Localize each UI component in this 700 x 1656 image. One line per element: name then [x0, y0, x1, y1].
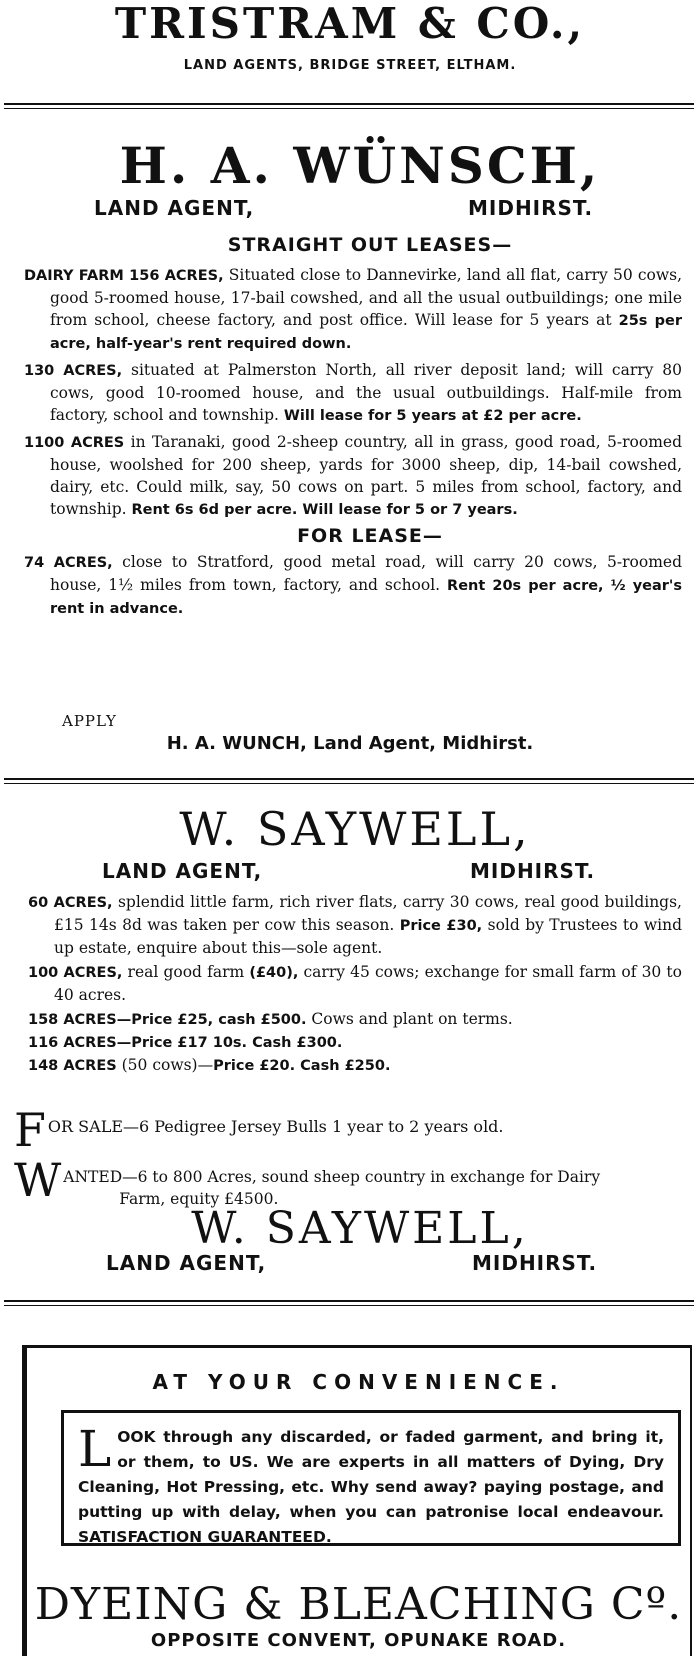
dyeing-advert	[22, 1345, 692, 1656]
listing-group	[0, 264, 700, 521]
wunsch-role-row	[0, 196, 700, 222]
divider	[4, 1300, 694, 1302]
saywell-town: MIDHIRST.	[470, 859, 596, 883]
wunsch-advert	[0, 138, 700, 620]
section-heading: STRAIGHT OUT LEASES—	[227, 234, 513, 256]
listing-item: 130 ACRES, situated at Palmerston North, all river deposit land; will carry 80 cows, good 10-roomed house, and the usual outbuildings. Half-mile from factory, school and township. Will lease for 5 years at £2 per acre.	[24, 361, 682, 424]
wunsch-town: MIDHIRST.	[468, 196, 594, 220]
saywell-role-row	[0, 859, 700, 885]
saywell-footer-row	[0, 1251, 700, 1277]
wanted-dropcap: W	[14, 1153, 62, 1207]
dyeing-body: OOK through any discarded, or faded garment, and bring it, or them, to US. We are experts in all matters of Dying, Dry Cleaning, Hot Pressing, etc. Why send away? paying postage, and putting up with delay, when you can patronise local endeavour. SATISFACTION GUARANTEED.	[78, 1428, 664, 1546]
listing-item: 158 ACRES—Price £25, cash £500. Cows and plant on terms.	[28, 1010, 513, 1028]
wunsch-signature: H. A. WUNCH, Land Agent, Midhirst.	[166, 733, 534, 754]
for-sale-notice	[14, 1103, 694, 1157]
listing-item: 60 ACRES, splendid little farm, rich river flats, carry 30 cows, real good buildings, £15 14s 8d was taken per cow this season. Price £30, sold by Trustees to wind up estate, enquire about this—sole agent.	[28, 893, 683, 957]
saywell-name: W. SAYWELL,	[179, 802, 531, 856]
listing-item: 148 ACRES (50 cows)—Price £20. Cash £250.	[28, 1056, 391, 1074]
wanted-text: ANTED—6 to 800 Acres, sound sheep country in exchange for Dairy	[63, 1168, 601, 1186]
for-sale-dropcap: F	[14, 1103, 46, 1157]
apply-label: APPLY	[62, 712, 117, 730]
dyeing-company: DYEING & BLEACHING Cº.	[34, 1579, 683, 1630]
dyeing-address: OPPOSITE CONVENT, OPUNAKE ROAD.	[150, 1630, 567, 1651]
section-heading: FOR LEASE—	[297, 525, 443, 547]
for-sale-text: OR SALE—6 Pedigree Jersey Bulls 1 year to 2 years old.	[47, 1117, 504, 1136]
listing-group	[0, 891, 700, 1077]
listing-item: 100 ACRES, real good farm (£40), carry 45 cows; exchange for small farm of 30 to 40 acres.	[28, 963, 682, 1004]
listing-item: 74 ACRES, close to Stratford, good metal road, will carry 20 cows, 5-roomed house, 1½ miles from town, factory, and school. Rent 20s per acre, ½ year's rent in advance.	[24, 553, 682, 617]
divider	[4, 103, 694, 105]
tristram-name: TRISTRAM & CO.,	[114, 0, 586, 48]
divider	[4, 108, 694, 109]
saywell-name-footer: W. SAYWELL,	[191, 1203, 529, 1254]
divider	[4, 778, 694, 780]
saywell-role-footer: LAND AGENT,	[106, 1251, 267, 1275]
wanted-text-continued: Farm, equity £4500.	[119, 1190, 279, 1208]
tristram-address: LAND AGENTS, BRIDGE STREET, ELTHAM.	[183, 58, 517, 73]
wunsch-role: LAND AGENT,	[94, 196, 255, 220]
tristram-advert	[0, 0, 700, 73]
wunsch-name: H. A. WÜNSCH,	[119, 136, 601, 195]
divider	[4, 1305, 694, 1306]
dyeing-dropcap: L	[78, 1420, 112, 1478]
dyeing-message-box	[61, 1410, 681, 1546]
divider	[4, 783, 694, 784]
saywell-advert	[0, 803, 700, 1077]
dyeing-heading: AT YOUR CONVENIENCE.	[152, 1370, 565, 1394]
listing-item: DAIRY FARM 156 ACRES, Situated close to Dannevirke, land all flat, carry 50 cows, good 5-roomed house, 17-bail cowshed, and all the usual outbuildings; one mile from school, cheese factory, and post office. Will lease for 5 years at 25s per acre, half-year's rent required down.	[24, 266, 683, 352]
listing-item: 116 ACRES—Price £17 10s. Cash £300.	[28, 1035, 343, 1051]
saywell-town-footer: MIDHIRST.	[472, 1251, 598, 1275]
saywell-role: LAND AGENT,	[102, 859, 263, 883]
listing-item: 1100 ACRES in Taranaki, good 2-sheep country, all in grass, good road, 5-roomed house, woolshed for 200 sheep, yards for 3000 sheep, dip, 14-bail cowshed, dairy, etc. Could milk, say, 50 cows on part. 5 miles from school, factory, and township. Rent 6s 6d per acre. Will lease for 5 or 7 years.	[24, 433, 683, 518]
